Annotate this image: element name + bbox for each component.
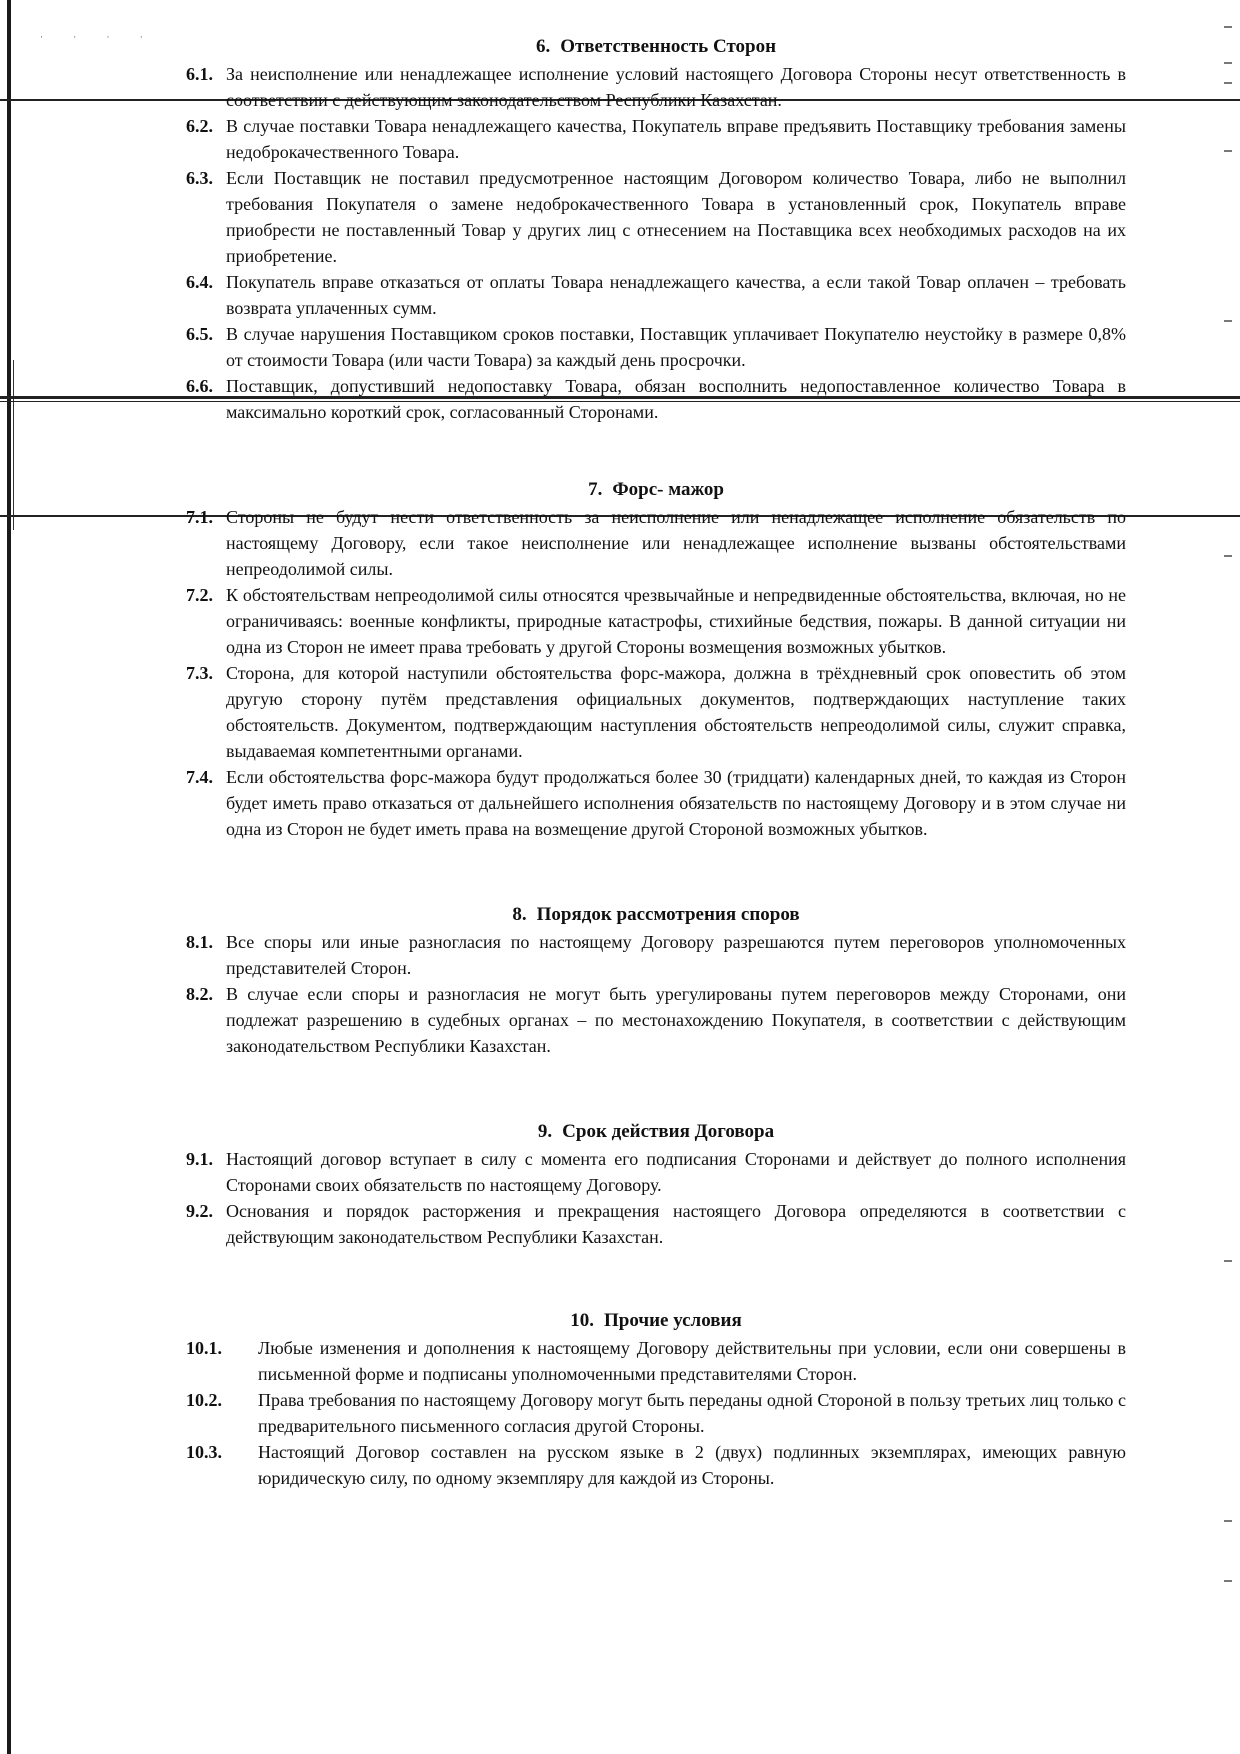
clause-number: 8.2. bbox=[186, 984, 213, 1004]
clause bbox=[186, 1387, 1126, 1439]
scan-tick-mark bbox=[1224, 150, 1232, 152]
clause bbox=[186, 504, 1126, 582]
section-responsibility bbox=[186, 34, 1126, 425]
section-number: 7. bbox=[588, 479, 603, 500]
clause-number: 6.6. bbox=[186, 376, 213, 396]
section-number: 6. bbox=[535, 36, 551, 57]
clause bbox=[186, 981, 1126, 1059]
section-heading bbox=[186, 1119, 1126, 1144]
clause-number: 9.2. bbox=[186, 1201, 213, 1221]
clause bbox=[186, 582, 1126, 660]
clause bbox=[186, 1146, 1126, 1198]
clause-number: 6.3. bbox=[186, 168, 213, 188]
scan-edge-bar bbox=[7, 0, 11, 1754]
clause-number: 6.2. bbox=[186, 116, 213, 136]
clause-text: Если Поставщик не поставил предусмотренное настоящим Договором количество Товара, либо не выполнил требования Покупателя о замене недоброкачественного Товара в установленный срок, Покупатель вправе приобрести не поставленный Товар у других лиц с отнесением на Поставщика всех необходимых расходов на их приобретение. bbox=[226, 168, 1126, 266]
scan-tick-mark bbox=[1224, 82, 1232, 84]
scan-tick-mark bbox=[1224, 320, 1232, 322]
scan-specks: · · · · bbox=[40, 32, 157, 42]
section-title: Прочие условия bbox=[604, 1310, 742, 1331]
section-number: 9. bbox=[537, 1121, 553, 1142]
clause-number: 6.4. bbox=[186, 272, 213, 292]
scan-tick-mark bbox=[1224, 555, 1232, 557]
section-heading bbox=[186, 902, 1126, 927]
clause-text: Все споры или иные разногласия по настоящему Договору разрешаются путем переговоров уполномоченных представителей Сторон. bbox=[226, 932, 1126, 978]
clause-text: Настоящий договор вступает в силу с момента его подписания Сторонами и действует до полного исполнения Сторонами своих обязательств по настоящему Договору. bbox=[226, 1149, 1126, 1195]
clause bbox=[186, 165, 1126, 269]
clause-text: Стороны не будут нести ответственность за неисполнение или ненадлежащее исполнение обязательств по настоящему Договору, если такое неисполнение или ненадлежащее исполнение вызваны обстоятельствами непреодолимой силы. bbox=[226, 507, 1126, 579]
clause-text: Любые изменения и дополнения к настоящему Договору действительны при условии, если они совершены в письменной форме и подписаны уполномоченными представителями Сторон. bbox=[258, 1338, 1126, 1384]
clause-number: 10.2. bbox=[186, 1390, 222, 1410]
section-title: Срок действия Договора bbox=[562, 1121, 775, 1142]
clause-text: Сторона, для которой наступили обстоятельства форс-мажора, должна в трёхдневный срок оповестить об этом другую сторону путём представления официальных документов, подтверждающих наступление таких обстоятельств. Документом, подтверждающим наступления обстоятельств непреодолимой силы, служит справка, выдаваемая компетентными органами. bbox=[226, 663, 1126, 761]
clause bbox=[186, 1198, 1126, 1250]
section-term bbox=[186, 1119, 1126, 1250]
scan-tick-mark bbox=[1224, 62, 1232, 64]
clause bbox=[186, 113, 1126, 165]
clause-number: 8.1. bbox=[186, 932, 213, 952]
section-number: 10. bbox=[570, 1310, 594, 1331]
clause bbox=[186, 1335, 1126, 1387]
clause-number: 6.5. bbox=[186, 324, 213, 344]
clause-number: 10.3. bbox=[186, 1442, 222, 1462]
clause-number: 7.4. bbox=[186, 767, 213, 787]
section-other-terms bbox=[186, 1308, 1126, 1491]
section-title: Порядок рассмотрения споров bbox=[536, 904, 800, 925]
section-number: 8. bbox=[512, 904, 527, 925]
clause-text: Покупатель вправе отказаться от оплаты Товара ненадлежащего качества, а если такой Товар оплачен – требовать возврата уплаченных сумм. bbox=[226, 272, 1126, 318]
clause bbox=[186, 373, 1126, 425]
section-heading bbox=[186, 477, 1126, 502]
clause bbox=[186, 929, 1126, 981]
clause bbox=[186, 764, 1126, 842]
clause-number: 7.2. bbox=[186, 585, 213, 605]
clause-text: К обстоятельствам непреодолимой силы относятся чрезвычайные и непредвиденные обстоятельства, включая, но не ограничиваясь: военные конфликты, природные катастрофы, стихийные бедствия, пожары. В данной ситуации ни одна из Сторон не имеет права требовать у другой Стороны возмещения возможных убытков. bbox=[226, 585, 1126, 657]
clause-text: Права требования по настоящему Договору могут быть переданы одной Стороной в пользу третьих лиц только с предварительного письменного согласия другой Стороны. bbox=[258, 1390, 1126, 1436]
clause-text: В случае поставки Товара ненадлежащего качества, Покупатель вправе предъявить Поставщику требования замены недоброкачественного Товара. bbox=[226, 116, 1126, 162]
clause-text: Поставщик, допустивший недопоставку Товара, обязан восполнить недопоставленное количество Товара в максимально короткий срок, согласованный Сторонами. bbox=[226, 376, 1126, 422]
clause bbox=[186, 321, 1126, 373]
scan-edge-line bbox=[13, 360, 14, 530]
section-heading bbox=[186, 1308, 1126, 1333]
section-disputes bbox=[186, 902, 1126, 1059]
section-title: Форс- мажор bbox=[612, 479, 724, 500]
scan-tick-mark bbox=[1224, 1260, 1232, 1262]
clause bbox=[186, 269, 1126, 321]
section-force-majeure bbox=[186, 477, 1126, 842]
clause-number: 7.1. bbox=[186, 507, 213, 527]
clause bbox=[186, 61, 1126, 113]
clause-number: 10.1. bbox=[186, 1338, 222, 1358]
clause bbox=[186, 1439, 1126, 1491]
clause-number: 9.1. bbox=[186, 1149, 213, 1169]
contract-body bbox=[186, 34, 1126, 1491]
clause-text: В случае если споры и разногласия не могут быть урегулированы путем переговоров между Сторонами, они подлежат разрешению в судебных органах – по местонахождению Покупателя, в соответствии с действующим законодательством Республики Казахстан. bbox=[226, 984, 1126, 1056]
scan-tick-mark bbox=[1224, 26, 1232, 28]
clause bbox=[186, 660, 1126, 764]
clause-text: Если обстоятельства форс-мажора будут продолжаться более 30 (тридцати) календарных дней, то каждая из Сторон будет иметь право отказаться от дальнейшего исполнения обязательств по настоящему Договору и в этом случае ни одна из Сторон не будет иметь права на возмещение другой Стороной возможных убытков. bbox=[226, 767, 1126, 839]
scan-tick-mark bbox=[1224, 1520, 1232, 1522]
clause-text: За неисполнение или ненадлежащее исполнение условий настоящего Договора Стороны несут ответственность в соответствии с действующим законодательством Республики Казахстан. bbox=[226, 64, 1126, 110]
clause-number: 6.1. bbox=[186, 64, 213, 84]
scan-tick-mark bbox=[1224, 1580, 1232, 1582]
section-heading bbox=[186, 34, 1126, 59]
clause-text: Настоящий Договор составлен на русском языке в 2 (двух) подлинных экземплярах, имеющих равную юридическую силу, по одному экземпляру для каждой из Стороны. bbox=[258, 1442, 1126, 1488]
clause-text: В случае нарушения Поставщиком сроков поставки, Поставщик уплачивает Покупателю неустойку в размере 0,8% от стоимости Товара (или части Товара) за каждый день просрочки. bbox=[226, 324, 1126, 370]
clause-text: Основания и порядок расторжения и прекращения настоящего Договора определяются в соответствии с действующим законодательством Республики Казахстан. bbox=[226, 1201, 1126, 1247]
clause-number: 7.3. bbox=[186, 663, 213, 683]
section-title: Ответственность Сторон bbox=[560, 36, 777, 57]
